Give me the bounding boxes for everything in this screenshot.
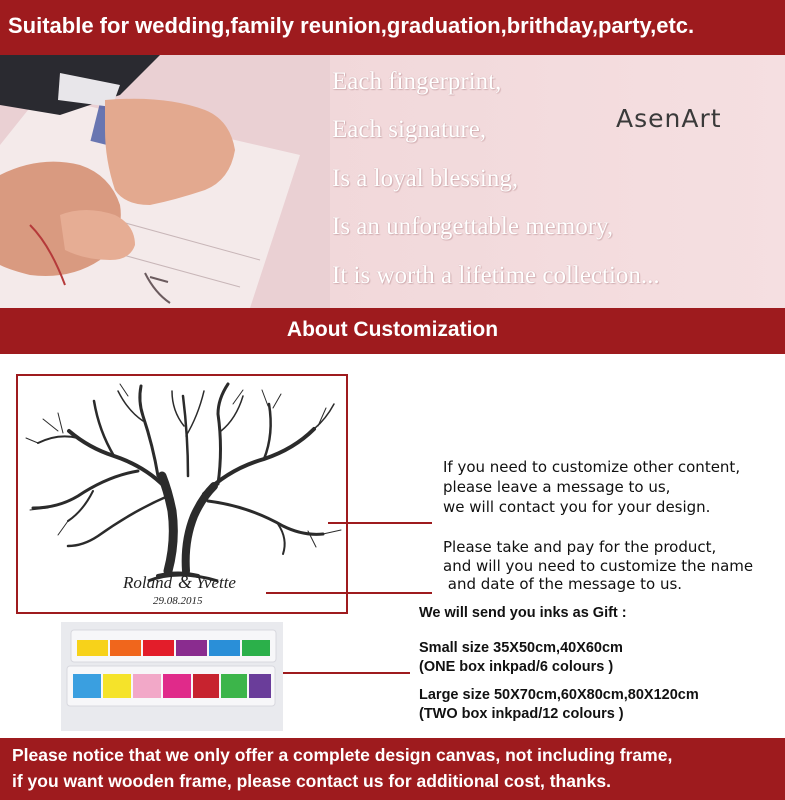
gift-heading: We will send you inks as Gift : [419,605,627,621]
large-size-text: Large size 50X70cm,60X80cm,80X120cm [419,687,699,703]
couple-name-right: Yvette [196,573,236,592]
inkpad-gift-image [61,622,283,731]
top-banner [0,0,785,55]
wedding-date: 29.08.2015 [153,595,203,607]
customize-note-line-3: we will contact you for your design. [443,498,711,516]
large-box-text: (TWO box inkpad/12 colours ) [419,706,624,722]
poem-line-3: Is a loyal blessing, [332,165,519,192]
couple-name-left: Roland [123,573,173,592]
section-title: About Customization [286,318,499,341]
poem-line-1: Each fingerprint, [332,68,502,95]
signing-hands-image [0,55,330,308]
leader-line-gift [262,672,410,674]
section-banner [0,308,785,354]
footer-line-1: Please notice that we only offer a complete design canvas, not including frame, [12,745,673,765]
poem-line-2: Each signature, [332,116,487,143]
customize-note-line-2: please leave a message to us, [443,478,671,496]
footer-line-2: if you want wooden frame, please contact us for additional cost, thanks. [12,771,611,791]
hero-section [0,55,785,308]
customize-note-line-1: If you need to customize other content, [443,458,741,476]
ampersand: & [178,572,193,592]
name-note-line-2: and will you need to customize the name [443,557,754,575]
name-note-line-1: Please take and pay for the product, [443,538,717,556]
small-box-text: (ONE box inkpad/6 colours ) [419,659,614,675]
fingerprint-tree-canvas [16,374,348,614]
small-size-text: Small size 35X50cm,40X60cm [419,640,623,656]
poem-line-4: Is an unforgettable memory, [332,213,614,240]
occasions-text: Suitable for wedding,family reunion,graduation,brithday,party,etc. [8,13,695,38]
leader-line-name [266,592,432,594]
brand-logo: AsenArt [616,104,722,133]
leader-line-customize [328,522,432,524]
poem-line-5: It is worth a lifetime collection... [332,262,660,289]
name-note-line-3: and date of the message to us. [443,575,683,593]
footer-banner [0,738,785,800]
